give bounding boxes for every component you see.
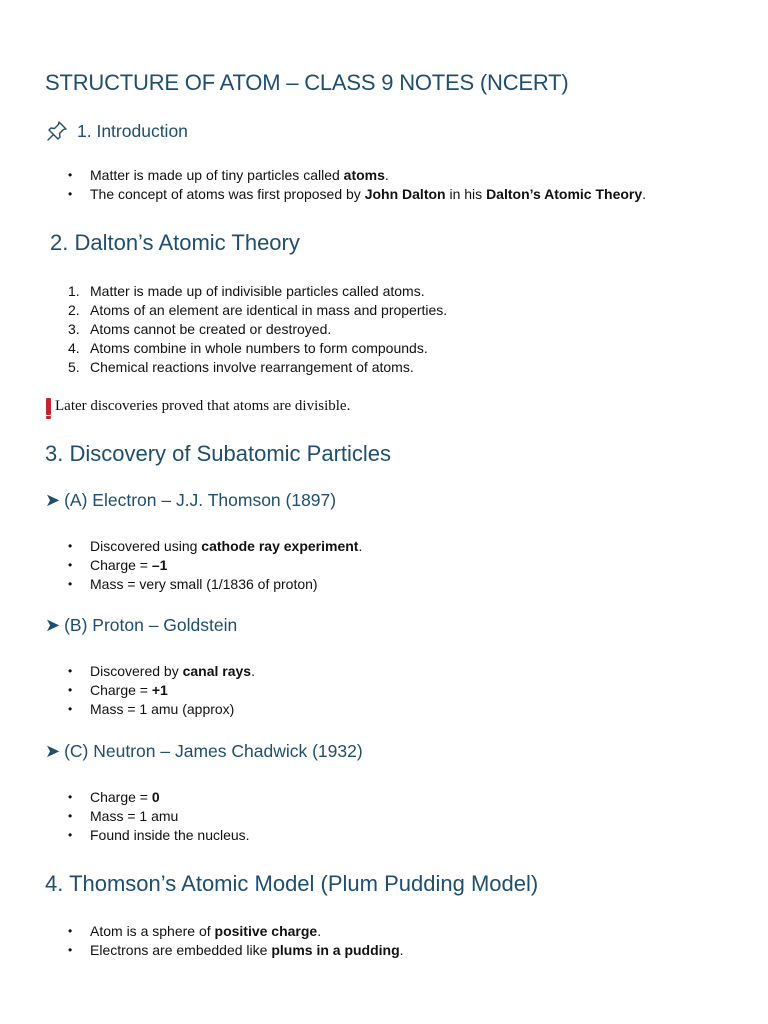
exclamation-icon — [46, 398, 51, 415]
electron-heading: ➤ (A) Electron – J.J. Thomson (1897) — [45, 490, 337, 510]
arrow-icon: ➤ — [45, 741, 61, 761]
list-item: 5. Chemical reactions involve rearrangement of atoms. — [68, 359, 414, 375]
list-item: • Matter is made up of tiny particles called atoms. — [68, 166, 646, 185]
section-introduction-title: 1. Introduction — [77, 120, 188, 141]
list-item: • Atom is a sphere of positive charge. — [68, 922, 404, 941]
proton-list — [68, 662, 255, 719]
list-item: 1. Matter is made up of indivisible particles called atoms. — [68, 283, 425, 299]
neutron-heading: ➤ (C) Neutron – James Chadwick (1932) — [45, 741, 363, 761]
divisibility-note: Later discoveries proved that atoms are divisible. — [46, 398, 350, 415]
list-item: • The concept of atoms was first proposed by John Dalton in his Dalton’s Atomic Theory. — [68, 185, 646, 204]
list-item: • Charge = 0 — [68, 788, 250, 807]
neutron-list — [68, 788, 250, 845]
list-item: • Electrons are embedded like plums in a pudding. — [68, 941, 404, 960]
list-item: 3. Atoms cannot be created or destroyed. — [68, 321, 332, 337]
list-item: • Charge = –1 — [68, 556, 362, 575]
section-thomson-heading: 4. Thomson’s Atomic Model (Plum Pudding Model) — [45, 871, 539, 896]
dalton-postulates-list — [68, 282, 447, 377]
list-item: • Mass = very small (1/1836 of proton) — [68, 575, 362, 594]
list-item: • Mass = 1 amu (approx) — [68, 700, 255, 719]
proton-heading: ➤ (B) Proton – Goldstein — [45, 615, 238, 635]
section-dalton-heading: 2. Dalton’s Atomic Theory — [50, 230, 300, 255]
list-item: • Mass = 1 amu — [68, 807, 250, 826]
electron-list — [68, 537, 362, 594]
list-item: • Charge = +1 — [68, 681, 255, 700]
list-item: • Found inside the nucleus. — [68, 826, 250, 845]
section-subatomic-heading: 3. Discovery of Subatomic Particles — [45, 441, 392, 466]
list-item: • Discovered using cathode ray experiment. — [68, 537, 362, 556]
arrow-icon: ➤ — [45, 490, 61, 510]
list-item: 4. Atoms combine in whole numbers to form compounds. — [68, 340, 428, 356]
list-item: 2. Atoms of an element are identical in mass and properties. — [68, 302, 448, 318]
thomson-list — [68, 922, 404, 960]
introduction-list — [68, 166, 646, 204]
section-introduction-heading — [45, 119, 188, 143]
pushpin-icon — [45, 119, 69, 143]
list-item: • Discovered by canal rays. — [68, 662, 255, 681]
document-title: STRUCTURE OF ATOM – CLASS 9 NOTES (NCERT) — [45, 70, 569, 95]
arrow-icon: ➤ — [45, 615, 61, 635]
